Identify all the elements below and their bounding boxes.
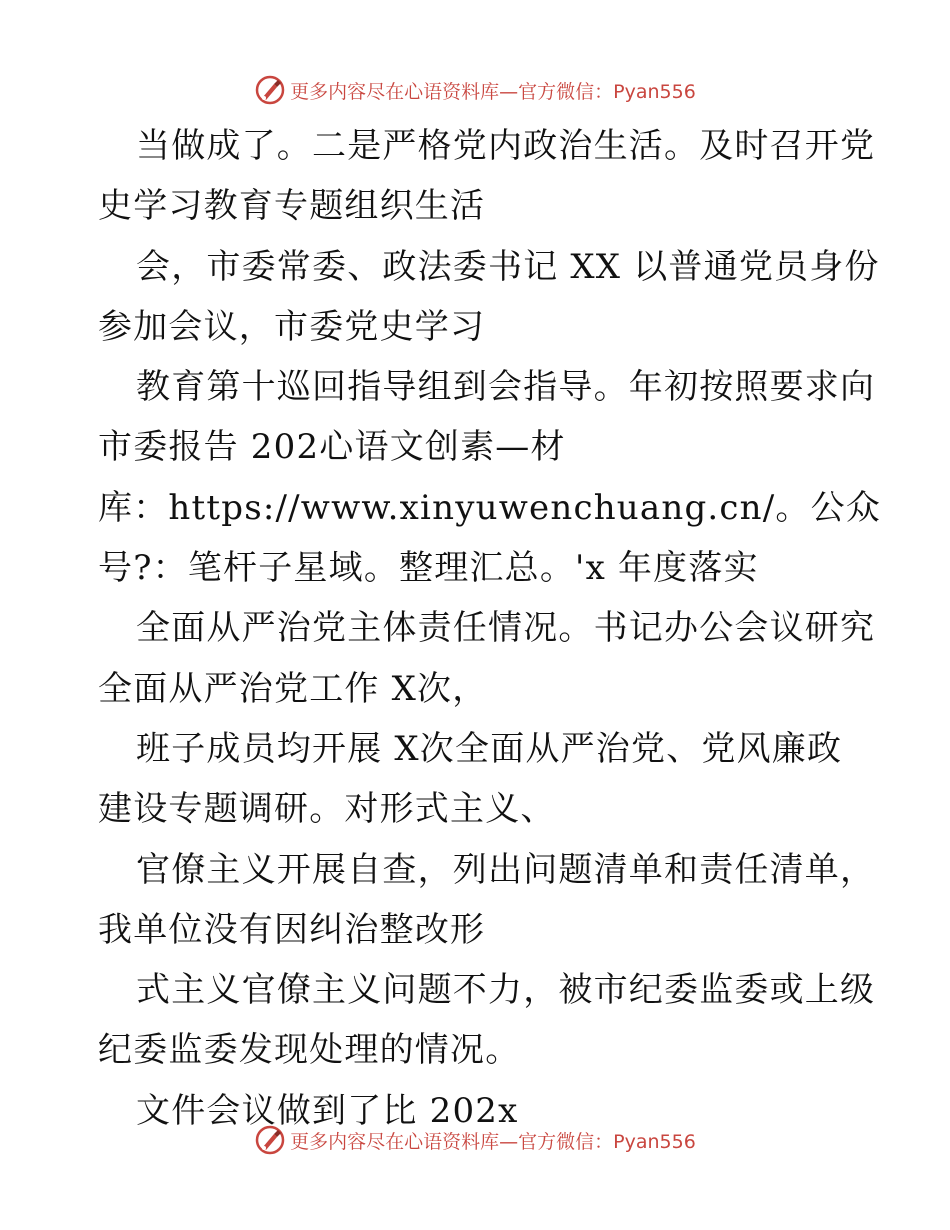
paragraph-line: 参加会议，市委党史学习 — [98, 306, 486, 347]
paragraph-line: 库：https://www.xinyuwenchuang.cn/。公众 — [98, 487, 882, 528]
paragraph-line: 号?：笔杆子星域。整理汇总。'x 年度落实 — [98, 548, 759, 589]
paragraph-line: 史学习教育专题组织生活 — [98, 186, 486, 227]
document-body — [98, 116, 882, 1141]
paragraph-line: 全面从严治党工作 X次， — [98, 668, 488, 709]
paragraph-line: 文件会议做到了比 202x — [136, 1090, 519, 1131]
pen-logo-icon — [254, 1124, 286, 1156]
paragraph-line: 班子成员均开展 X次全面从严治党、党风廉政 — [136, 728, 843, 769]
paragraph-line: 我单位没有因纠治整改形 — [98, 909, 486, 950]
paragraph-line: 官僚主义开展自查，列出问题清单和责任清单， — [136, 849, 876, 890]
footer-banner — [0, 1123, 950, 1157]
paragraph-line: 全面从严治党主体责任情况。书记办公会议研究 — [136, 608, 876, 649]
pen-logo-icon — [254, 74, 286, 106]
paragraph-line: 纪委监委发现处理的情况。 — [98, 1030, 521, 1071]
paragraph-line: 会，市委常委、政法委书记 XX 以普通党员身份 — [136, 246, 880, 287]
banner-text: 更多内容尽在心语资料库—官方微信：Pyan556 — [290, 1130, 696, 1153]
paragraph-line: 式主义官僚主义问题不力，被市纪委监委或上级 — [136, 970, 876, 1011]
header-banner — [0, 73, 950, 107]
paragraph-line: 教育第十巡回指导组到会指导。年初按照要求向 — [136, 367, 876, 408]
paragraph-line: 当做成了。二是严格党内政治生活。及时召开党 — [136, 126, 876, 166]
paragraph-line: 市委报告 202心语文创素—材 — [98, 427, 566, 468]
paragraph-line: 建设专题调研。对形式主义、 — [98, 789, 556, 830]
banner-text: 更多内容尽在心语资料库—官方微信：Pyan556 — [290, 80, 696, 103]
